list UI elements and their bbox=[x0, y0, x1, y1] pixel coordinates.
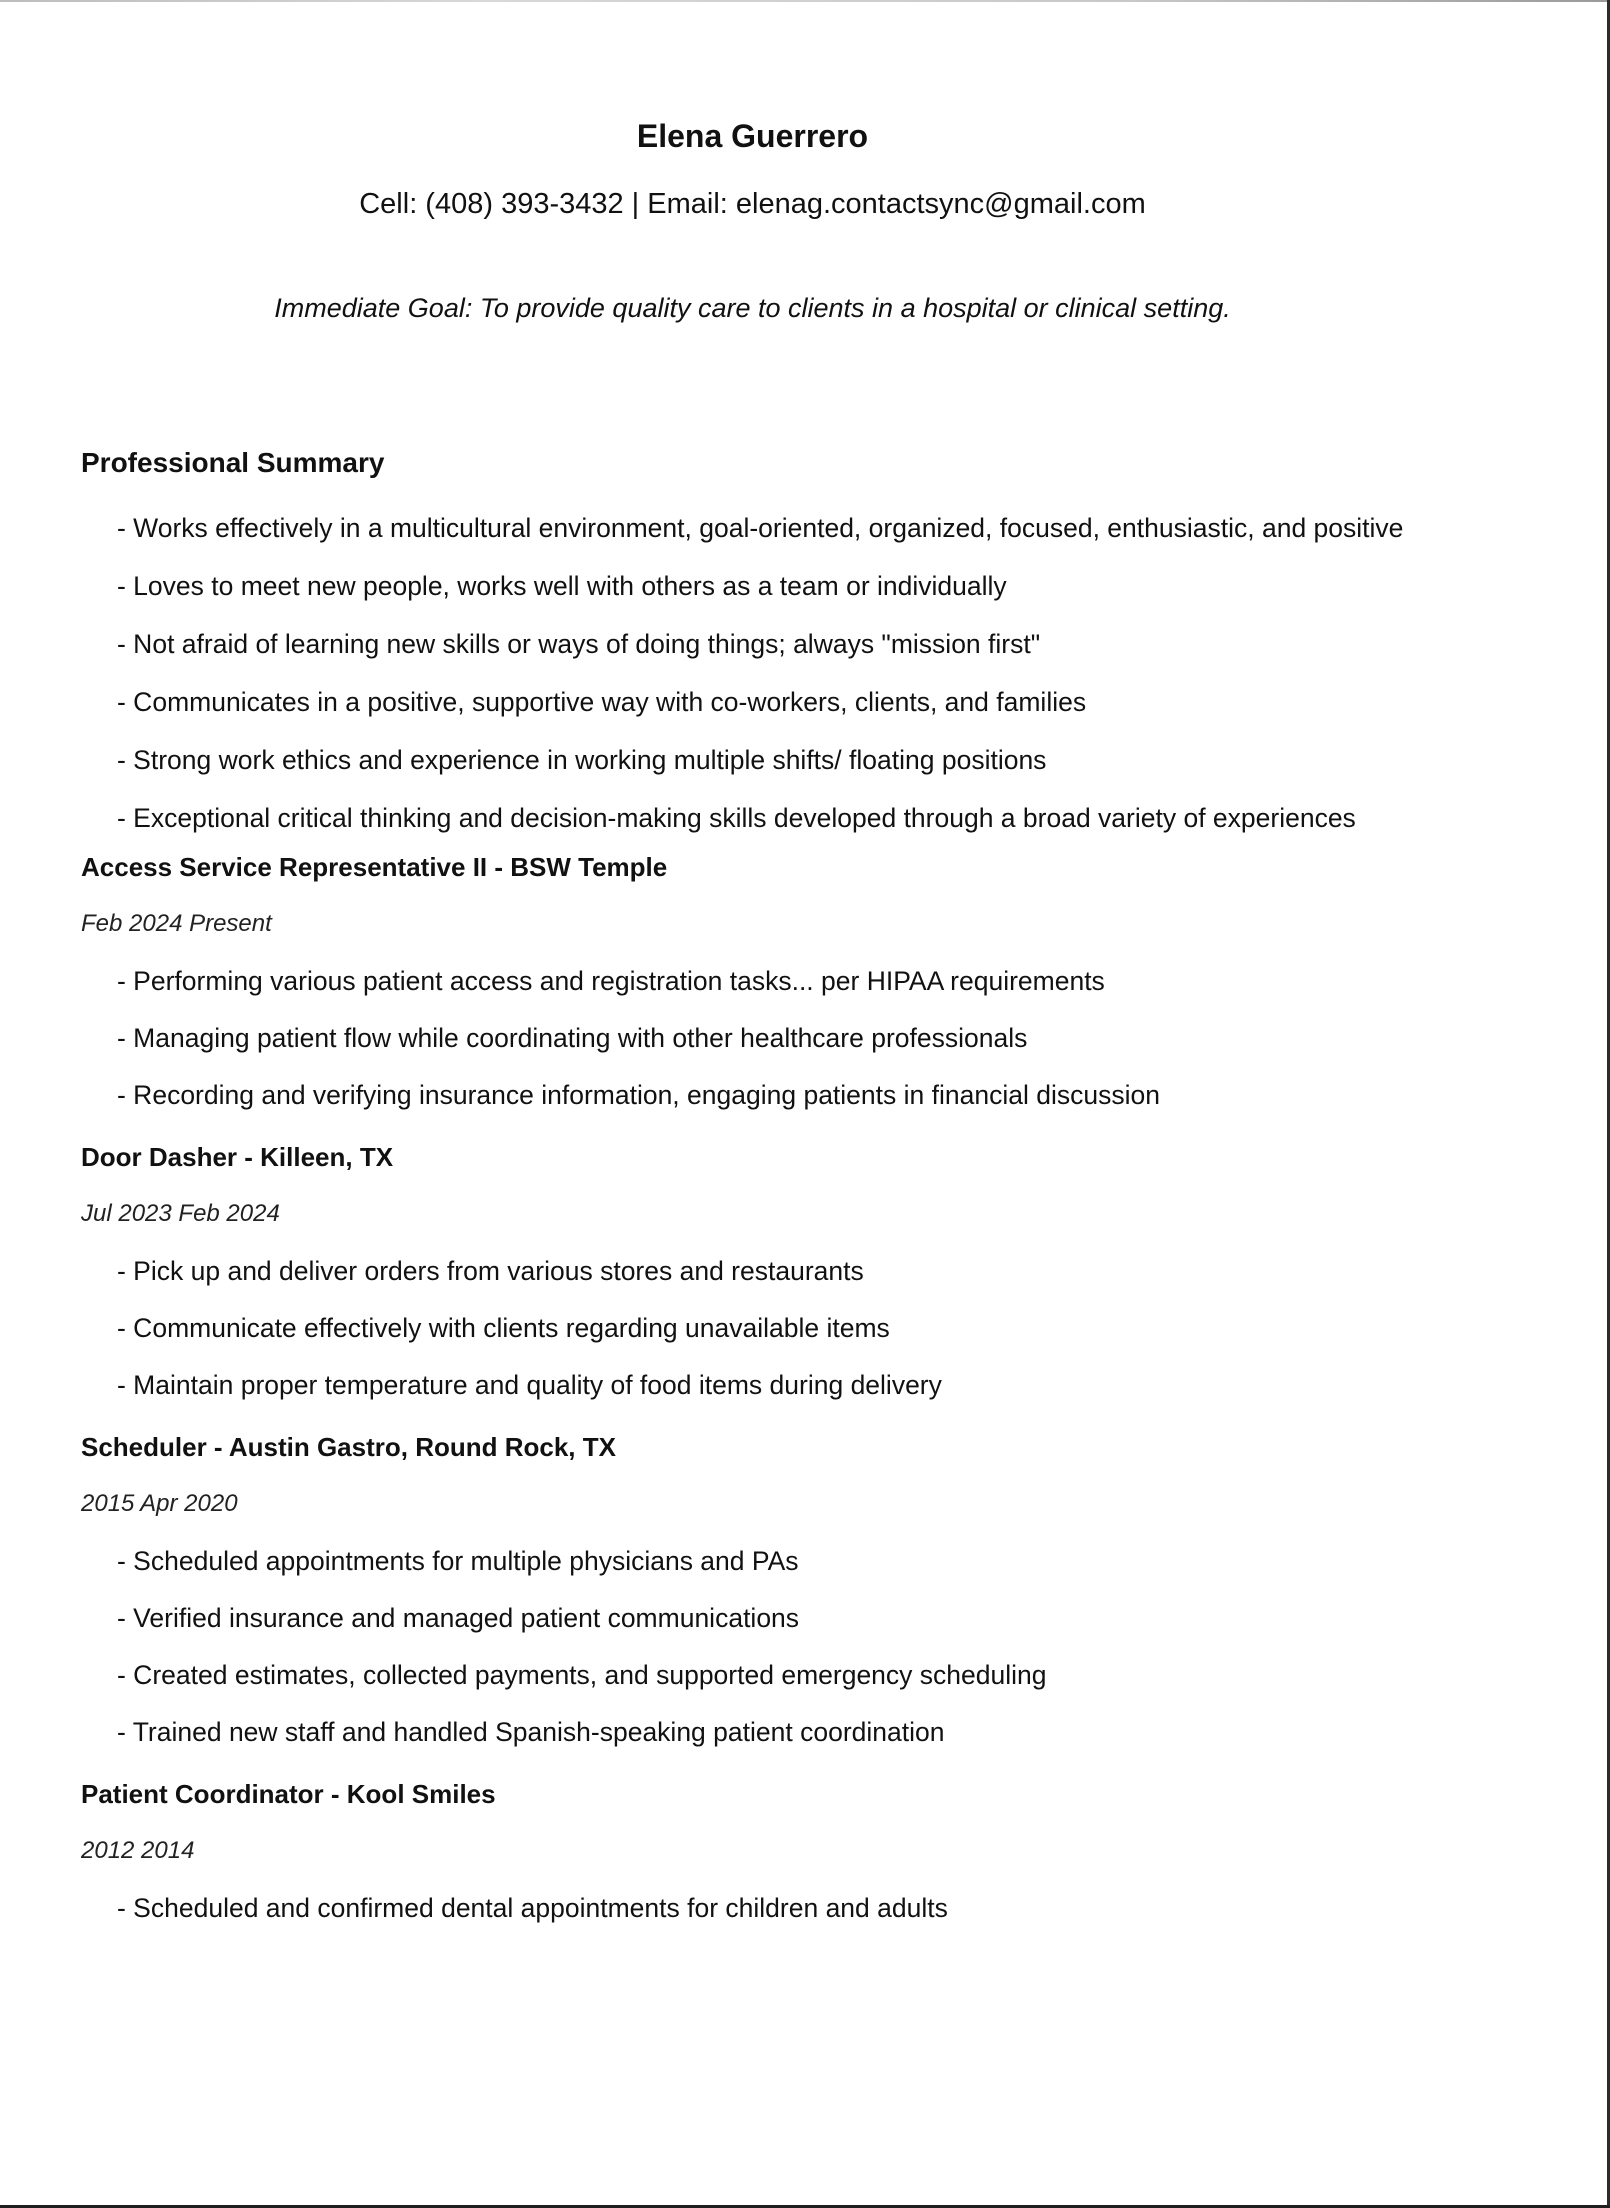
candidate-name: Elena Guerrero bbox=[636, 118, 869, 154]
job-duty: - Performing various patient access and registration tasks... per HIPAA requirements bbox=[117, 966, 1105, 996]
section-title-professional-summary: Professional Summary bbox=[81, 447, 385, 478]
summary-item: - Not afraid of learning new skills or ways of doing things; always "mission first" bbox=[117, 629, 1041, 659]
job-duty: - Recording and verifying insurance information, engaging patients in financial discussion bbox=[117, 1080, 1160, 1110]
scan-edge-top bbox=[0, 0, 1610, 2]
resume-header bbox=[0, 112, 1505, 328]
job-duty: - Scheduled and confirmed dental appointments for children and adults bbox=[117, 1893, 948, 1923]
job-title: Door Dasher - Killeen, TX bbox=[81, 1142, 394, 1172]
job-dates: Feb 2024 Present bbox=[81, 910, 272, 937]
job-dates: 2015 Apr 2020 bbox=[81, 1490, 238, 1517]
summary-item: - Exceptional critical thinking and decision-making skills developed through a broad variety of experiences bbox=[117, 803, 1356, 833]
contact-line: Cell: (408) 393-3432 | Email: elenag.contactsync@gmail.com bbox=[359, 188, 1146, 220]
job-duty: - Created estimates, collected payments, and supported emergency scheduling bbox=[117, 1660, 1047, 1690]
job-duty: - Trained new staff and handled Spanish-speaking patient coordination bbox=[117, 1717, 945, 1747]
immediate-goal: Immediate Goal: To provide quality care to clients in a hospital or clinical setting. bbox=[274, 293, 1231, 323]
job-duty: - Communicate effectively with clients regarding unavailable items bbox=[117, 1313, 890, 1343]
summary-item: - Strong work ethics and experience in working multiple shifts/ floating positions bbox=[117, 745, 1047, 775]
job-dates: Jul 2023 Feb 2024 bbox=[81, 1200, 280, 1227]
job-duties-list bbox=[81, 1888, 1431, 1928]
job-duties-list bbox=[81, 1251, 1431, 1405]
summary-item: - Loves to meet new people, works well with others as a team or individually bbox=[117, 571, 1007, 601]
summary-list bbox=[81, 499, 1431, 847]
summary-item: - Communicates in a positive, supportive way with co-workers, clients, and families bbox=[117, 687, 1087, 717]
summary-item: - Works effectively in a multicultural environment, goal-oriented, organized, focused, enthusiastic, and positive bbox=[117, 513, 1404, 543]
job-duty: - Maintain proper temperature and quality of food items during delivery bbox=[117, 1370, 942, 1400]
job-duty: - Pick up and deliver orders from various stores and restaurants bbox=[117, 1256, 864, 1286]
job-duty: - Managing patient flow while coordinating with other healthcare professionals bbox=[117, 1023, 1028, 1053]
job-title: Scheduler - Austin Gastro, Round Rock, TX bbox=[81, 1432, 616, 1462]
job-duties-list bbox=[81, 1541, 1431, 1752]
job-duty: - Scheduled appointments for multiple physicians and PAs bbox=[117, 1546, 799, 1576]
job-duties-list bbox=[81, 961, 1431, 1115]
job-title: Patient Coordinator - Kool Smiles bbox=[81, 1779, 496, 1809]
resume-body bbox=[81, 440, 1431, 1928]
job-dates: 2012 2014 bbox=[81, 1837, 195, 1864]
job-duty: - Verified insurance and managed patient communications bbox=[117, 1603, 800, 1633]
job-title: Access Service Representative II - BSW Temple bbox=[81, 852, 668, 882]
